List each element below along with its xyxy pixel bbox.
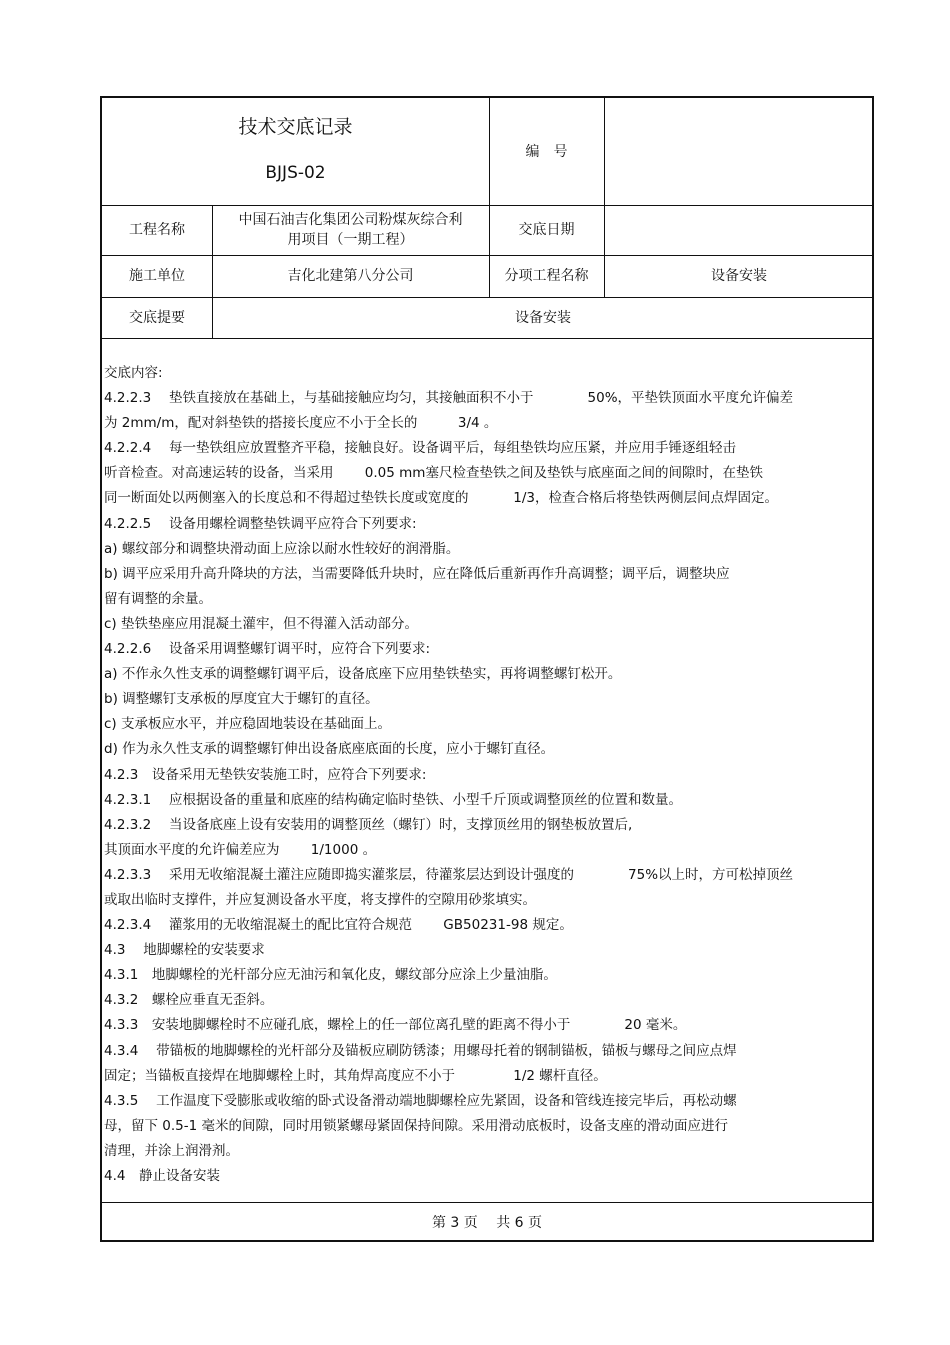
project-name-label: 工程名称 [129,222,185,238]
content-line: d) 作为永久性支承的调整螺钉伸出设备底座底面的长度，应小于螺钉直径。 [104,741,555,758]
summary-label: 交底提要 [129,309,185,326]
date-value [604,205,874,255]
content-line: 4.2.3.2 当设备底座上设有安装用的调整顶丝（螺钉）时，支撑顶丝用的钢垫板放置后, [104,816,633,833]
project-name-line: 中国石油吉化集团公司粉煤灰综合利 [238,212,463,228]
content-line: 为 2mm/m，配对斜垫铁的搭接长度应不小于全长的 3/4 。 [104,415,498,432]
content-line: 4.3 地脚螺栓的安装要求 [104,942,265,959]
briefing-content [104,361,864,1189]
content-line: b) 调平应采用升高升降块的方法，当需要降低升块时，应在降低后重新再作升高调整；调平后，调整块应 [104,565,730,582]
content-line: 4.3.2 螺栓应垂直无歪斜。 [104,992,274,1009]
content-line: 4.2.2.3 垫铁直接放在基础上，与基础接触应均匀，其接触面积不小于 50%，平垫铁顶面水平度允许偏差 [104,390,794,407]
summary-value: 设备安装 [515,309,571,326]
content-line: c) 支承板应水平，并应稳固地装设在基础面上。 [104,716,391,733]
content-line: 留有调整的余量。 [104,590,212,607]
content-line: 或取出临时支撑件，并应复测设备水平度，将支撑件的空隙用砂浆填实。 [104,891,536,908]
project-name-value [212,205,489,255]
contractor-label: 施工单位 [129,268,185,284]
content-line: 同一断面处以两侧塞入的长度总和不得超过垫铁长度或宽度的 1/3，检查合格后将垫铁两侧层间点焊固定。 [104,490,779,507]
date-label: 交底日期 [518,222,575,238]
content-line: 4.3.4 带锚板的地脚螺栓的光杆部分及锚板应刷防锈漆；用螺母托着的钢制锚板，锚板与螺母之间应点焊 [104,1042,737,1059]
content-line: 4.4 静止设备安装 [104,1168,220,1184]
content-line: 4.2.2.5 设备用螺栓调整垫铁调平应符合下列要求: [104,515,417,532]
content-line: 4.3.5 工作温度下受膨胀或收缩的卧式设备滑动端地脚螺栓应先紧固，设备和管线连接完毕后，再松动螺 [104,1092,737,1109]
content-line: 4.2.3.4 灌浆用的无收缩混凝土的配比宜符合规范 GB50231-98 规定。 [104,917,573,934]
technical-briefing-form [100,96,874,1242]
page-number: 第 3 页 共 6 页 [431,1215,543,1231]
content-line: a) 不作永久性支承的调整螺钉调平后，设备底座下应用垫铁垫实，再将调整螺钉松开。 [104,666,622,683]
content-line: 4.3.3 安装地脚螺栓时不应碰孔底，螺栓上的任一部位离孔壁的距离不得小于 20 毫米。 [104,1017,687,1034]
content-line: 4.2.3.1 应根据设备的重量和底座的结构确定临时垫铁、小型千斤顶或调整顶丝的位置和数量。 [104,791,683,808]
content-line: 4.2.2.6 设备采用调整螺钉调平时，应符合下列要求: [104,641,431,658]
sub-project-value: 设备安装 [711,268,767,284]
content-line: 4.3.1 地脚螺栓的光杆部分应无油污和氧化皮，螺纹部分应涂上少量油脂。 [104,967,557,984]
content-line: 母，留下 0.5-1 毫米的间隙，同时用锁紧螺母紧固保持间隙。采用滑动底板时，设备支座的滑动面应进行 [104,1117,729,1134]
form-code: BJJS-02 [265,162,326,183]
content-line: a) 螺纹部分和调整块滑动面上应涂以耐水性较好的润滑脂。 [104,540,460,557]
content-line: 听音检查。对高速运转的设备，当采用 0.05 mm塞尺检查垫铁之间及垫铁与底座面之间的间隙时，在垫铁 [104,465,763,482]
project-name-line: 用项目（一期工程） [287,232,414,248]
row-divider [102,1202,872,1203]
content-line: 固定；当锚板直接焊在地脚螺栓上时，其角焊高度应不小于 1/2 螺杆直径。 [104,1067,607,1084]
content-line: 清理，并涂上润滑剂。 [104,1142,239,1159]
number-value [604,98,874,205]
form-title: 技术交底记录 [238,115,353,138]
header-title-cell [102,98,489,205]
contractor-value: 吉化北建第八分公司 [287,268,414,284]
content-line: 其顶面水平度的允许偏差应为 1/1000 。 [104,841,377,858]
content-line: c) 垫铁垫座应用混凝土灌牢，但不得灌入活动部分。 [104,615,418,632]
number-label: 编 号 [525,143,568,160]
content-line: 4.2.3 设备采用无垫铁安装施工时，应符合下列要求: [104,766,427,783]
content-line: 交底内容: [104,365,163,381]
content-line: 4.2.2.4 每一垫铁组应放置整齐平稳，接触良好。设备调平后，每组垫铁均应压紧，并应用手锤逐组轻击 [104,440,737,457]
row-divider [102,338,872,339]
sub-project-label: 分项工程名称 [504,268,589,284]
content-line: b) 调整螺钉支承板的厚度宜大于螺钉的直径。 [104,691,379,708]
content-line: 4.2.3.3 采用无收缩混凝土灌注应随即捣实灌浆层，待灌浆层达到设计强度的 75%以上时，方可松掉顶丝 [104,866,794,883]
